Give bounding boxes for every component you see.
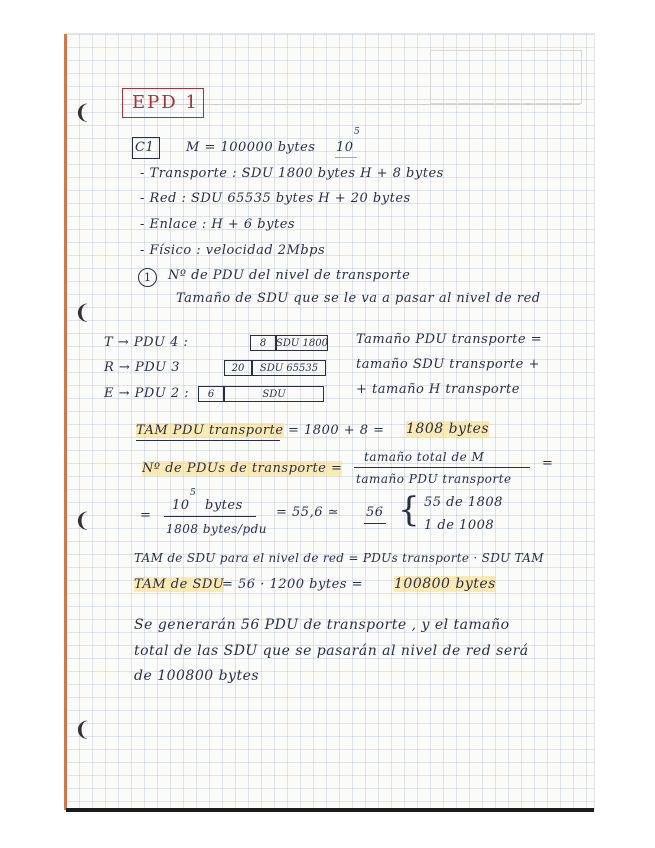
given-m: M = 100000 bytes xyxy=(186,140,316,155)
branch-2: 1 de 1008 xyxy=(424,518,495,533)
conclusion-line-1: Se generarán 56 PDU de transporte , y el tamaño xyxy=(134,617,510,633)
diagram-note-1: Tamaño PDU transporte = xyxy=(356,332,543,347)
diagram-note-3: + tamaño H transporte xyxy=(356,382,520,397)
question-line-2: Tamaño de SDU que se le va a pasar al nivel de red xyxy=(176,291,541,306)
pdu3-header-cell: 20 xyxy=(224,360,252,376)
frac1-numerator: tamaño total de M xyxy=(364,450,485,464)
pdu4-sdu-cell: SDU 1800 xyxy=(276,335,328,351)
frac1-denominator: tamaño PDU transporte xyxy=(356,472,512,486)
npdu-label: Nº de PDUs de transporte = xyxy=(142,461,343,476)
tam-sdu-result: 100800 bytes xyxy=(394,576,496,592)
given-fisico: - Físico : velocidad 2Mbps xyxy=(140,243,326,258)
pdu2-sdu-cell: SDU xyxy=(224,386,324,402)
frac2-bar xyxy=(164,516,256,517)
diagram-label-t: T → PDU 4 : xyxy=(104,335,189,350)
tam-pdu-result: 1808 bytes xyxy=(406,421,490,437)
tam-pdu-expr: = 1800 + 8 = xyxy=(288,423,385,438)
tam-pdu-label: TAM PDU transporte xyxy=(136,423,284,438)
given-transport: - Transporte : SDU 1800 bytes H + 8 bytes xyxy=(140,166,444,181)
ring-hole-icon: ❨ xyxy=(74,100,91,124)
diagram-label-e: E → PDU 2 : xyxy=(104,386,190,401)
brace-icon: { xyxy=(398,490,420,530)
pdu4-header-cell: 8 xyxy=(250,335,276,351)
frac2-num-exp: 5 xyxy=(190,488,197,498)
frac2-num-base: 10 xyxy=(172,498,190,513)
ring-hole-icon: ❨ xyxy=(74,717,91,741)
frac2-denominator: 1808 bytes/pdu xyxy=(166,522,268,536)
page-bottom-edge xyxy=(66,808,594,812)
approx-underline xyxy=(364,523,386,524)
approx-expr: = 55,6 ≃ xyxy=(276,505,339,520)
conclusion-line-3: de 100800 bytes xyxy=(134,668,260,684)
tam-sdu-label: TAM de SDU xyxy=(134,577,225,592)
highlight-underline xyxy=(335,157,357,158)
tam-sdu-expr: = 56 · 1200 bytes = xyxy=(222,577,363,592)
question-line-1: Nº de PDU del nivel de transporte xyxy=(168,268,411,283)
ring-hole-icon: ❨ xyxy=(74,508,91,532)
given-m-power-base: 10 xyxy=(336,140,354,155)
given-m-power-exp: 5 xyxy=(354,127,361,137)
pdu3-sdu-cell: SDU 65535 xyxy=(252,360,326,376)
margin-line xyxy=(64,34,67,810)
frac2-num-unit: bytes xyxy=(205,498,243,513)
page-title: EPD 1 xyxy=(132,92,199,113)
conclusion-line-2: total de las SDU que se pasarán al nivel de red será xyxy=(134,643,529,659)
section-label: C1 xyxy=(135,140,155,155)
diagram-label-r: R → PDU 3 xyxy=(104,360,180,375)
branch-1: 55 de 1808 xyxy=(424,495,503,510)
given-red: - Red : SDU 65535 bytes H + 20 bytes xyxy=(140,191,411,206)
given-enlace: - Enlace : H + 6 bytes xyxy=(140,217,296,232)
tam-sdu-definition: TAM de SDU para el nivel de red = PDUs transporte · SDU TAM xyxy=(134,551,544,565)
diagram-note-2: tamaño SDU transporte + xyxy=(356,357,540,372)
tam-pdu-underline xyxy=(136,440,280,441)
pdu2-header-cell: 6 xyxy=(198,386,224,402)
question-number: 1 xyxy=(138,268,157,287)
frac1-equals: = xyxy=(542,456,554,471)
header-box xyxy=(430,50,582,104)
frac1-bar xyxy=(354,467,530,468)
eq2: = xyxy=(140,508,152,523)
approx-result: 56 xyxy=(366,505,384,520)
ring-hole-icon: ❨ xyxy=(74,300,91,324)
